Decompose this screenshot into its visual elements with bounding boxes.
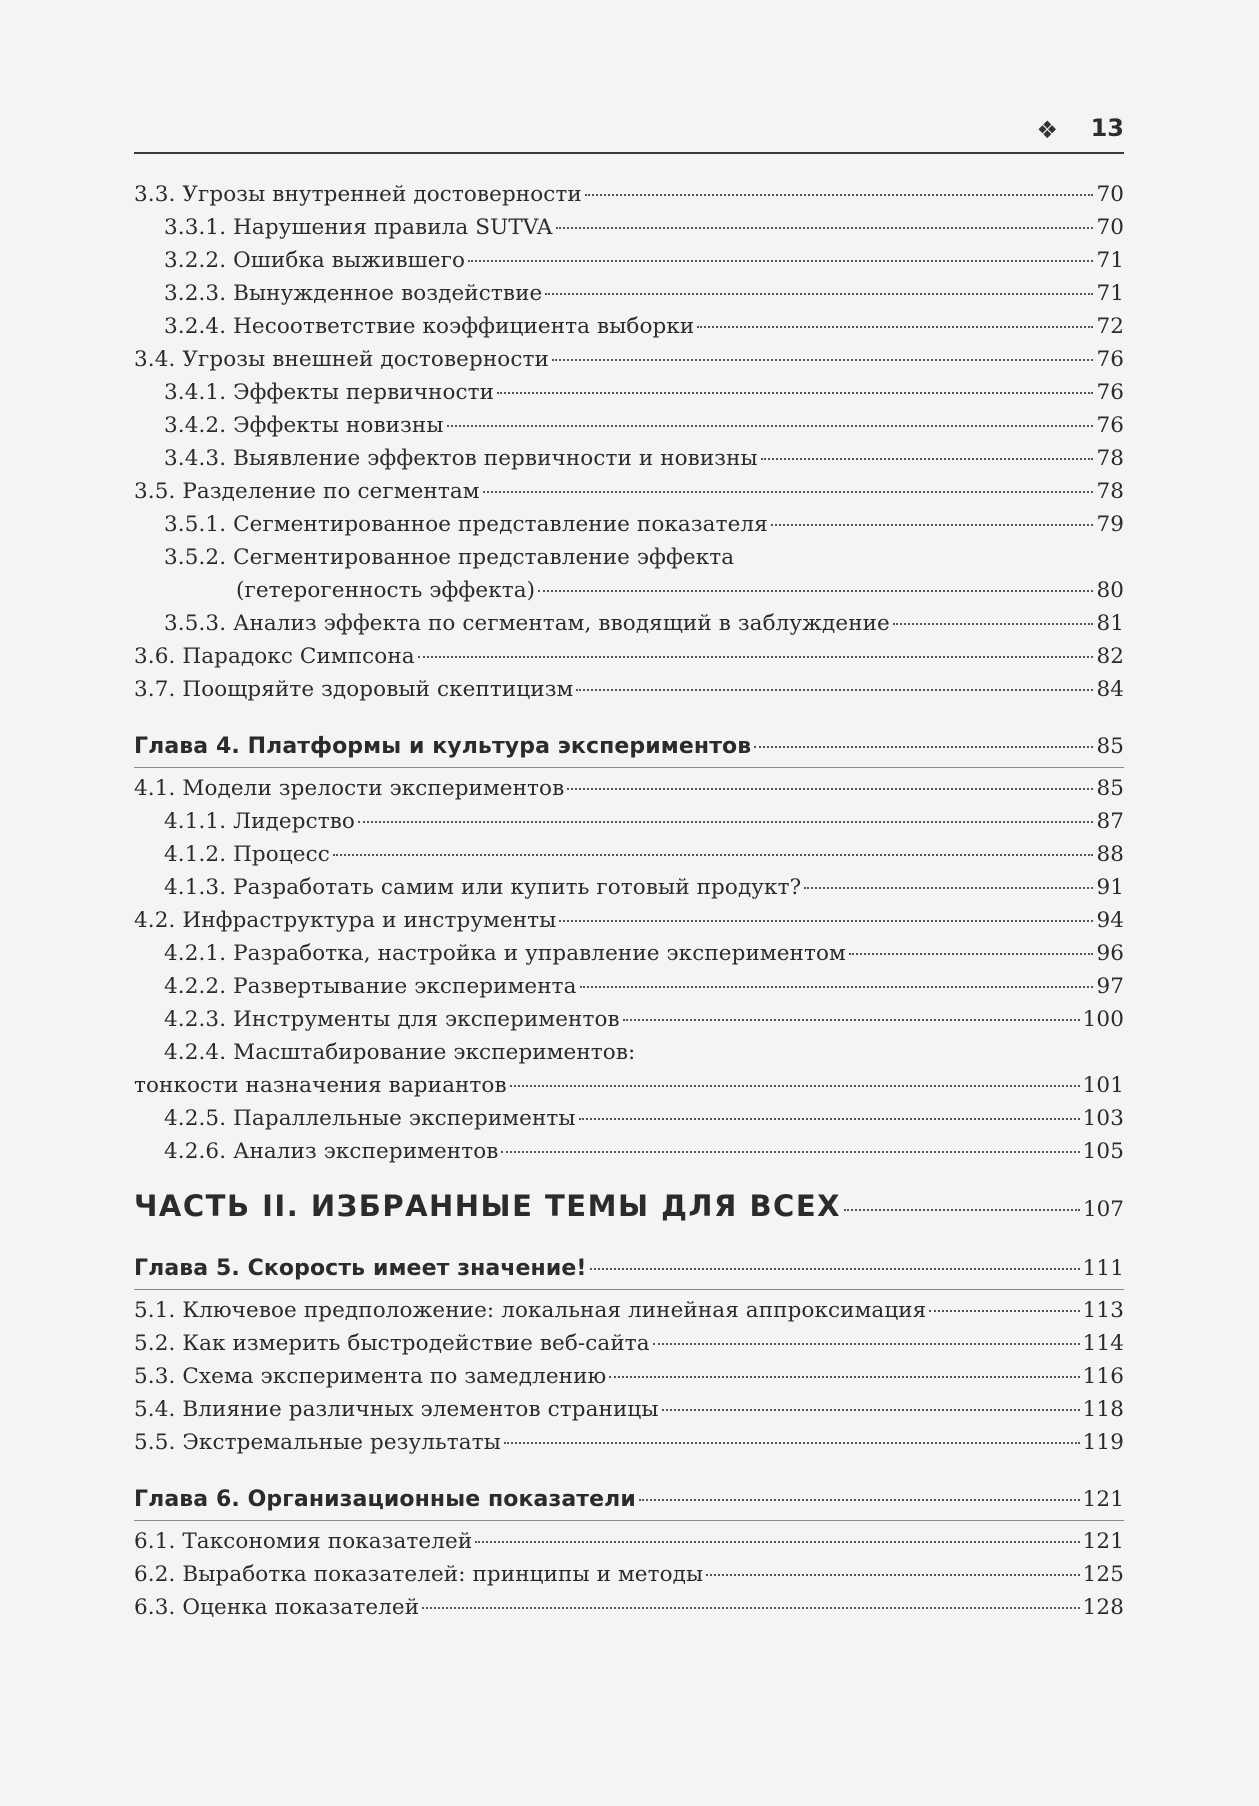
toc-entry-title: 3.4.2. Эффекты новизны [164, 413, 444, 438]
toc-subsection[interactable] [134, 607, 1124, 640]
dot-leader [580, 986, 1094, 988]
dot-leader [623, 1019, 1080, 1021]
toc-entry-title: 4.2.2. Развертывание эксперимента [164, 974, 577, 999]
toc-entry-title: 3.3.1. Нарушения правила SUTVA [164, 215, 553, 240]
toc-entry-title: 3.3. Угрозы внутренней достоверности [134, 182, 582, 207]
toc-entry-title: 5.2. Как измерить быстродействие веб-сайта [134, 1331, 650, 1356]
toc-entry-page: 78 [1096, 479, 1124, 504]
toc-entry-title: 4.2.5. Параллельные эксперименты [164, 1106, 576, 1131]
toc-section[interactable] [134, 904, 1124, 937]
toc-subsection[interactable] [134, 409, 1124, 442]
dot-leader [422, 1607, 1079, 1609]
dot-leader [501, 1151, 1079, 1153]
toc-entry-title: 3.7. Поощряйте здоровый скептицизм [134, 677, 574, 702]
table-of-contents [134, 178, 1124, 1624]
toc-subsection[interactable] [134, 442, 1124, 475]
dot-leader [590, 1268, 1080, 1270]
dot-leader [358, 821, 1093, 823]
dot-leader [475, 1541, 1079, 1543]
toc-entry-page: 119 [1082, 1430, 1124, 1455]
dot-leader [844, 1209, 1080, 1211]
toc-entry-title: 4.2. Инфраструктура и инструменты [134, 908, 557, 933]
toc-entry-page: 96 [1096, 941, 1124, 966]
toc-entry-page: 81 [1096, 611, 1124, 636]
toc-entry-page: 85 [1096, 734, 1124, 759]
dot-leader [662, 1409, 1080, 1411]
toc-subsection-continuation[interactable] [134, 574, 1124, 607]
toc-entry-title: Глава 4. Платформы и культура экспериментов [134, 734, 752, 759]
toc-entry-title: 4.1. Модели зрелости экспериментов [134, 776, 565, 801]
toc-entry-page: 71 [1096, 281, 1124, 306]
toc-entry-page: 105 [1082, 1139, 1124, 1164]
toc-entry-page: 70 [1096, 182, 1124, 207]
running-header [134, 112, 1124, 154]
page-number: 13 [1090, 114, 1124, 142]
toc-subsection[interactable] [134, 805, 1124, 838]
toc-entry-title: 4.2.6. Анализ экспериментов [164, 1139, 499, 1164]
dot-leader [754, 746, 1093, 748]
toc-entry-title: 6.1. Таксономия показателей [134, 1529, 473, 1554]
dot-leader [609, 1376, 1079, 1378]
toc-entry-page: 80 [1096, 578, 1124, 603]
dot-leader [929, 1310, 1079, 1312]
dot-leader [418, 656, 1094, 658]
toc-chapter[interactable] [134, 727, 1124, 768]
toc-entry-page: 79 [1096, 512, 1124, 537]
dot-leader [893, 623, 1094, 625]
toc-entry-title: 4.2.1. Разработка, настройка и управление экспериментом [164, 941, 846, 966]
toc-entry-title: 4.1.3. Разработать самим или купить готовый продукт? [164, 875, 802, 900]
toc-part[interactable] [134, 1184, 1124, 1228]
toc-entry-title: 5.4. Влияние различных элементов страницы [134, 1397, 659, 1422]
dot-leader [538, 590, 1093, 592]
toc-entry-page: 118 [1082, 1397, 1124, 1422]
dot-leader [697, 326, 1093, 328]
book-page [134, 0, 1124, 1806]
toc-section[interactable] [134, 343, 1124, 376]
toc-entry-title: 3.5.2. Сегментированное представление эффекта [164, 545, 735, 570]
toc-entry-title: 3.2.3. Вынужденное воздействие [164, 281, 543, 306]
dot-leader [639, 1499, 1080, 1501]
toc-section[interactable] [134, 1294, 1124, 1327]
dot-leader [510, 1085, 1080, 1087]
dot-leader [504, 1442, 1080, 1444]
dot-leader [468, 260, 1093, 262]
toc-entry-title: тонкости назначения вариантов [134, 1073, 507, 1098]
dot-leader [497, 392, 1093, 394]
toc-entry-title: Глава 5. Скорость имеет значение! [134, 1256, 587, 1281]
toc-entry-title: 6.2. Выработка показателей: принципы и методы [134, 1562, 704, 1587]
toc-section[interactable] [134, 640, 1124, 673]
toc-entry-page: 72 [1096, 314, 1124, 339]
toc-entry-page: 76 [1096, 380, 1124, 405]
toc-entry-page: 97 [1096, 974, 1124, 999]
toc-subsection[interactable] [134, 838, 1124, 871]
toc-entry-page: 103 [1082, 1106, 1124, 1131]
toc-section[interactable] [134, 1327, 1124, 1360]
toc-entry-page: 128 [1082, 1595, 1124, 1620]
dot-leader [706, 1574, 1079, 1576]
toc-entry-title: 3.4.3. Выявление эффектов первичности и новизны [164, 446, 758, 471]
toc-entry-title: 3.5. Разделение по сегментам [134, 479, 480, 504]
toc-entry-page: 107 [1082, 1197, 1124, 1222]
toc-subsection[interactable] [134, 970, 1124, 1003]
toc-subsection[interactable] [134, 376, 1124, 409]
dot-leader [483, 491, 1094, 493]
toc-entry-page: 70 [1096, 215, 1124, 240]
toc-subsection[interactable] [134, 508, 1124, 541]
dot-leader [579, 1118, 1080, 1120]
ornament-icon: ❖ [1036, 116, 1058, 144]
toc-entry-title: 3.2.2. Ошибка выжившего [164, 248, 466, 273]
toc-section[interactable] [134, 1525, 1124, 1558]
dot-leader [653, 1343, 1080, 1345]
dot-leader [447, 425, 1094, 427]
toc-section[interactable] [134, 475, 1124, 508]
toc-subsection[interactable] [134, 871, 1124, 904]
toc-subsection[interactable] [134, 310, 1124, 343]
toc-subsection[interactable] [134, 1135, 1124, 1168]
toc-section[interactable] [134, 1426, 1124, 1459]
toc-section[interactable] [134, 178, 1124, 211]
toc-entry-page: 94 [1096, 908, 1124, 933]
toc-entry-page: 116 [1082, 1364, 1124, 1389]
dot-leader [552, 359, 1094, 361]
toc-chapter[interactable] [134, 1249, 1124, 1290]
dot-leader [567, 788, 1093, 790]
toc-entry-page: 82 [1096, 644, 1124, 669]
toc-section[interactable] [134, 673, 1124, 706]
toc-entry-page: 125 [1082, 1562, 1124, 1587]
toc-section[interactable] [134, 772, 1124, 805]
toc-entry-page: 91 [1096, 875, 1124, 900]
toc-entry-title: 5.3. Схема эксперимента по замедлению [134, 1364, 607, 1389]
toc-entry-page: 87 [1096, 809, 1124, 834]
dot-leader [849, 953, 1094, 955]
toc-entry-title: 3.2.4. Несоответствие коэффициента выборки [164, 314, 695, 339]
toc-entry-title: 4.2.4. Масштабирование экспериментов: [164, 1040, 636, 1065]
toc-subsection[interactable] [134, 1003, 1124, 1036]
toc-entry-title: 3.4. Угрозы внешней достоверности [134, 347, 549, 372]
toc-entry-page: 84 [1096, 677, 1124, 702]
toc-entry-page: 88 [1096, 842, 1124, 867]
toc-entry-page: 100 [1082, 1007, 1124, 1032]
toc-entry-page: 121 [1082, 1487, 1124, 1512]
toc-subsection[interactable] [134, 277, 1124, 310]
toc-section[interactable] [134, 1393, 1124, 1426]
dot-leader [585, 194, 1094, 196]
dot-leader [761, 458, 1094, 460]
dot-leader [804, 887, 1093, 889]
toc-section[interactable] [134, 1558, 1124, 1591]
toc-entry-title: Глава 6. Организационные показатели [134, 1487, 636, 1512]
toc-entry-page: 71 [1096, 248, 1124, 273]
toc-entry-page: 101 [1082, 1073, 1124, 1098]
toc-entry-page: 76 [1096, 347, 1124, 372]
toc-entry-page: 111 [1082, 1256, 1124, 1281]
toc-entry-page: 114 [1082, 1331, 1124, 1356]
toc-subsection[interactable] [134, 244, 1124, 277]
toc-section[interactable] [134, 1360, 1124, 1393]
toc-entry-title: 3.5.3. Анализ эффекта по сегментам, вводящий в заблуждение [164, 611, 890, 636]
dot-leader [576, 689, 1093, 691]
toc-entry-title: 3.6. Парадокс Симпсона [134, 644, 415, 669]
toc-entry-page: 78 [1096, 446, 1124, 471]
toc-entry-title: ЧАСТЬ II. ИЗБРАННЫЕ ТЕМЫ ДЛЯ ВСЕХ [134, 1189, 841, 1223]
toc-entry-title: (гетерогенность эффекта) [236, 578, 536, 603]
dot-leader [771, 524, 1094, 526]
toc-entry-title: 5.1. Ключевое предположение: локальная линейная аппроксимация [134, 1298, 927, 1323]
dot-leader [556, 227, 1094, 229]
toc-entry-title: 4.2.3. Инструменты для экспериментов [164, 1007, 620, 1032]
toc-entry-page: 121 [1082, 1529, 1124, 1554]
toc-entry-title: 4.1.1. Лидерство [164, 809, 355, 834]
toc-entry-title: 4.1.2. Процесс [164, 842, 330, 867]
toc-entry-title: 6.3. Оценка показателей [134, 1595, 420, 1620]
toc-subsection-line[interactable] [134, 1036, 1124, 1069]
toc-section[interactable] [134, 1069, 1124, 1102]
toc-entry-page: 85 [1096, 776, 1124, 801]
toc-entry-title: 3.4.1. Эффекты первичности [164, 380, 495, 405]
toc-entry-page: 76 [1096, 413, 1124, 438]
toc-section[interactable] [134, 1591, 1124, 1624]
toc-subsection-line[interactable] [134, 541, 1124, 574]
toc-entry-page: 113 [1082, 1298, 1124, 1323]
toc-subsection[interactable] [134, 937, 1124, 970]
dot-leader [545, 293, 1093, 295]
toc-chapter[interactable] [134, 1480, 1124, 1521]
dot-leader [559, 920, 1093, 922]
toc-subsection[interactable] [134, 1102, 1124, 1135]
dot-leader [333, 854, 1094, 856]
toc-entry-title: 3.5.1. Сегментированное представление показателя [164, 512, 768, 537]
toc-subsection[interactable] [134, 211, 1124, 244]
toc-entry-title: 5.5. Экстремальные результаты [134, 1430, 501, 1455]
